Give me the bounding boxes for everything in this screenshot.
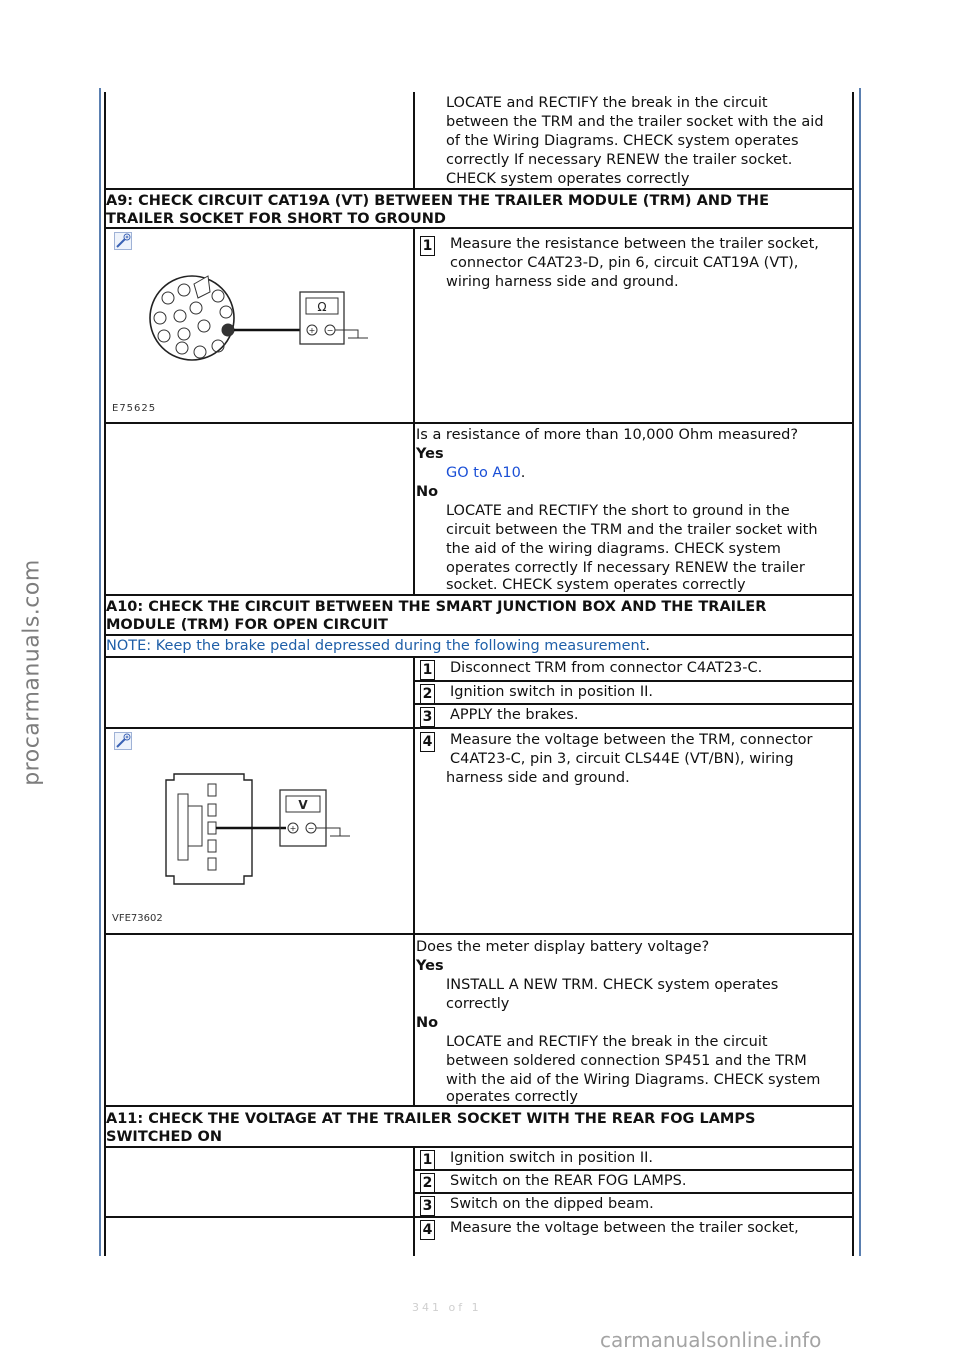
a10-no-line: LOCATE and RECTIFY the break in the circuit — [446, 1034, 768, 1050]
a10-step4-text: C4AT23-C, pin 3, circuit CLS44E (VT/BN), wiring — [450, 751, 794, 767]
ohm-symbol: Ω — [317, 300, 327, 314]
a9-question: Is a resistance of more than 10,000 Ohm measured? — [416, 427, 799, 443]
a10-yes-line: correctly — [446, 996, 510, 1012]
trailer-socket-diagram — [140, 262, 380, 374]
a9-title: TRAILER SOCKET FOR SHORT TO GROUND — [106, 211, 446, 227]
row-rule — [104, 1216, 854, 1218]
a10-no-line: with the aid of the Wiring Diagrams. CHECK system — [446, 1072, 821, 1088]
a10-no-line: operates correctly — [446, 1089, 578, 1105]
a9-no-line: the aid of the wiring diagrams. CHECK system — [446, 541, 781, 557]
row-rule — [104, 933, 854, 935]
a10-step4-text: Measure the voltage between the TRM, connector — [450, 732, 813, 748]
svg-text:−: − — [307, 824, 315, 833]
a11-step-text: Switch on the dipped beam. — [450, 1196, 654, 1212]
row-rule — [413, 1169, 854, 1171]
step-number: 1 — [420, 236, 435, 256]
a11-step-text: Ignition switch in position II. — [450, 1150, 654, 1166]
row-rule — [413, 1192, 854, 1194]
no-label: No — [416, 484, 439, 500]
zoom-icon[interactable] — [114, 232, 132, 250]
step-number: 1 — [420, 1150, 435, 1170]
yes-label: Yes — [416, 446, 444, 462]
a10-question: Does the meter display battery voltage? — [416, 939, 710, 955]
a10-step4-text: harness side and ground. — [446, 770, 630, 786]
a9-no-line: circuit between the TRM and the trailer socket with — [446, 522, 818, 538]
a11-step-text: Switch on the REAR FOG LAMPS. — [450, 1173, 687, 1189]
table-border-right — [852, 92, 854, 1256]
no-label: No — [416, 1015, 439, 1031]
a8-no-line: correctly If necessary RENEW the trailer socket. — [446, 152, 793, 168]
a10-yes-line: INSTALL A NEW TRM. CHECK system operates — [446, 977, 779, 993]
step-number: 4 — [420, 1220, 435, 1240]
page-number: 341 of 1 — [412, 1301, 482, 1314]
a9-no-line: LOCATE and RECTIFY the short to ground in the — [446, 503, 790, 519]
step-number: 2 — [420, 684, 435, 704]
step-number: 1 — [420, 660, 435, 680]
row-rule — [104, 656, 854, 658]
zoom-icon[interactable] — [114, 732, 132, 750]
a11-title: A11: CHECK THE VOLTAGE AT THE TRAILER SOCKET WITH THE REAR FOG LAMPS — [106, 1111, 756, 1127]
a9-no-line: socket. CHECK system operates correctly — [446, 577, 746, 593]
a9-step1-text: Measure the resistance between the trailer socket, — [450, 236, 819, 252]
a9-step1-text: wiring harness side and ground. — [446, 274, 679, 290]
row-rule — [104, 727, 854, 729]
a11-title: SWITCHED ON — [106, 1129, 222, 1145]
table-border-left — [104, 92, 106, 1256]
a8-no-line: between the TRM and the trailer socket with the aid — [446, 114, 824, 130]
a10-title: MODULE (TRM) FOR OPEN CIRCUIT — [106, 617, 388, 633]
column-divider — [413, 228, 415, 594]
figure-label: VFE73602 — [112, 913, 163, 924]
svg-text:−: − — [326, 326, 334, 335]
a10-step-text: Ignition switch in position II. — [450, 684, 654, 700]
a9-yes-text: GO to A10. — [446, 465, 526, 481]
figure-label: E75625 — [112, 403, 157, 414]
a9-title: A9: CHECK CIRCUIT CAT19A (VT) BETWEEN THE TRAILER MODULE (TRM) AND THE — [106, 193, 769, 209]
column-divider — [413, 656, 415, 1106]
column-divider — [413, 92, 415, 188]
row-rule — [104, 634, 854, 636]
a10-step-text: APPLY the brakes. — [450, 707, 579, 723]
step-number: 2 — [420, 1173, 435, 1193]
step-number: 3 — [420, 1196, 435, 1216]
a8-no-line: CHECK system operates correctly — [446, 171, 690, 187]
yes-label: Yes — [416, 958, 444, 974]
go-to-a10-link[interactable]: GO to A10 — [446, 465, 521, 481]
a10-title: A10: CHECK THE CIRCUIT BETWEEN THE SMART JUNCTION BOX AND THE TRAILER — [106, 599, 767, 615]
side-watermark: procarmanuals.com — [19, 559, 45, 786]
a10-note: NOTE: Keep the brake pedal depressed during the following measurement. — [106, 638, 651, 654]
volt-symbol: V — [298, 798, 308, 812]
step-number: 3 — [420, 707, 435, 727]
footer-watermark: carmanualsonline.info — [600, 1328, 822, 1352]
svg-text:+: + — [308, 326, 316, 335]
column-divider — [413, 1146, 415, 1256]
step-number: 4 — [420, 732, 435, 752]
a9-no-line: operates correctly If necessary RENEW the trailer — [446, 560, 805, 576]
a8-no-line: LOCATE and RECTIFY the break in the circuit — [446, 95, 768, 111]
row-rule — [104, 422, 854, 424]
a10-step-text: Disconnect TRM from connector C4AT23-C. — [450, 660, 763, 676]
row-rule — [104, 1146, 854, 1148]
trm-connector-diagram — [160, 766, 360, 890]
svg-text:+: + — [289, 824, 297, 833]
page-margin-left — [99, 88, 101, 1256]
a11-step-text: Measure the voltage between the trailer socket, — [450, 1220, 799, 1236]
a10-no-line: between soldered connection SP451 and the TRM — [446, 1053, 807, 1069]
a9-step1-text: connector C4AT23-D, pin 6, circuit CAT19A (VT), — [450, 255, 799, 271]
row-rule — [413, 680, 854, 682]
page-margin-right — [859, 88, 861, 1256]
row-rule — [413, 703, 854, 705]
a8-no-line: of the Wiring Diagrams. CHECK system operates — [446, 133, 799, 149]
